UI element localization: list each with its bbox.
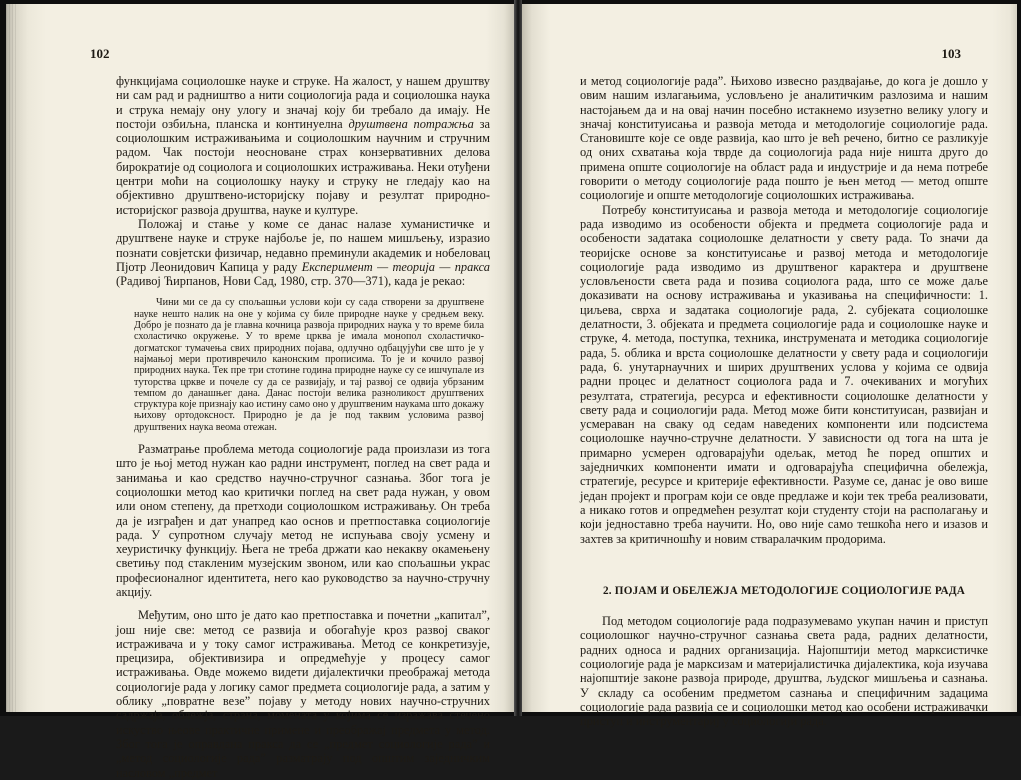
right-paragraph-2: Потребу конституисања и развоја метода и методологије социологије рада изводимо из особености објекта и предмета социологије рада и особености задатака социолошке делатности у свету рада. То значи да теоријске основе за конституисање и развој метода и методологије социологије рада изводимо из друштвеног карактера и друштвене условљености света рада и позива социолога рада, што се може даље доказивати на основу истраживања и указивања на специфичности: 1. циљева, сврха и задатака социологије рада, 2. субјеката социолошке делатности, 3. објеката и предмета социологије рада и социолошке науке и струке, 4. метода, поступка, техника, инструмената и методика социологије рада, 5. облика и врста социолошке делатности у свету рада и социологији рада, 6. унутарнаучних и ширих друштвених услова у којима се одвија радни процес и делатност социолога рада и 7. очекиваних и могућих резултата, стратегија, ресурса и ефективности социолошке делатности у свету рада и социологији рада. Метод може бити конституисан, развијан и усмераван на сваку од седам наведених компоненти или подсистема социолошке научно-стручне делатности. У зависности од тога на шта је примарно усмерен одговарајући одељак, метод ће поред општих и заједничких компоненти имати и одговарајућа специфична обележја, стратегије, ресурсе и критерије ефективности. Разуме се, данас је ово више један пројект и програм који се овде предлаже и који тек треба реализовати, а никако готов и опредмећен резултат који студенту стоји на располагању и који једноставно треба научити. Но, ово није само тешкоћа него и изазов и захтев за критичношћу и новим стваралачким продорима. — [580, 202, 988, 546]
section-heading: 2. ПОЈАМ И ОБЕЛЕЖЈА МЕТОДОЛОГИЈЕ СОЦИОЛОГИЈЕ РАДА — [603, 584, 965, 597]
page-edges — [6, 4, 16, 712]
page-number-left: 102 — [90, 46, 110, 61]
page-number-right: 103 — [941, 46, 961, 61]
right-paragraph-3: Под методом социологије рада подразумевамо укупан начин и приступ социолошког научно-стручног сазнања света рада, радних делатности, радних односа и радних организација. Најопштији метод марксистичке социологије рада је марксизам и материјалистичка дијалектика, која изучава најопштије законе развоја природе, друштва, људског мишљења и сазнања. У складу са особеним предметом сазнања и специфичним задацима социологије рада развија се и социолошки метод као особени истраживачки приступ и инструментариј у социологији рада. — [580, 614, 988, 729]
left-page-text — [116, 74, 490, 780]
block-quote: Чини ми се да су спољашњи услови који су сада створени за друштвене науке нешто налик на оне у којима су биле природне науке у средњем веку. Добро је познато да је главна кочница развоја природних наука у то време била схоластичко окружење. У то време црква је имала монопол схоластичко-догматског тумачења свих природних појава, одлучно одбацујући све што је у најмањој мери противречило канонским прописима. То је и кочило развој природних наука. Тек пре три стотине година природне науке су се ишчупале из туторства цркве и почеле су да се развијају, и тај развој се одвија убрзаним темпом до данашњег дана. Данас постоји велика разноликост друштвених структура које признају као истину само оно у друштвеним наукама што докажу њихову ортодоксност. Природно је да је под таквим условима развој друштвених наука веома отежан. — [134, 297, 484, 433]
left-page — [6, 4, 514, 780]
right-page — [522, 4, 1017, 729]
left-paragraph-3: Разматрање проблема метода социологије рада произлази из тога што је њој метод нужан као радни инструмент, поглед на свет рада и занимања и као средство научно-стручног сазнања. Због тога је социолошки метод као критички поглед на свет рада нужан, у овом или оном степену, да претходи социолошком истраживању. Он треба да је изграђен и дат унапред као основ и претпоставка социологије рада. У супротном случају метод не испуњава своју усмену и хеуристичку функцију. Њега не треба држати као некакву окамењену светињу под стакленим музејским звоном, или као спољашњи украс професионалног идентитета, него као руководство за научно-стручну акцију. — [116, 442, 490, 599]
left-paragraph-2: Положај и стање у коме се данас налазе хуманистичке и друштвене науке и струке најбоље је, по нашем мишљењу, изразио познати совјетски физичар, недавно преминули академик и нобеловац Пјотр Леонидович Капица у раду Експеримент — теорија — пракса (Радивој Ћирпанов, Нови Сад, 1980, стр. 370—371), када је рекао: — [116, 216, 490, 289]
book-gutter — [514, 0, 522, 716]
right-paragraph-1: и метод социологије рада”. Њихово извесно раздвајање, до кога је дошло у овим нашим излагањима, условљено је аналитичким разлозима и нашим настојањем да и на овај начин посебно истакнемо изузетно велику улогу и значај конституисања и развоја метода и методологије социологије рада. Становиште које се овде развија, као што је већ речено, битно се разликује од оних схватања која тврде да социологија рада није ништа друго до примена опште социологије на област рада и индустрије и да нема потребе говорити о методу социологије рада пошто је њен метод — метод опште социологије и опште методологије социолошких истраживања. — [580, 74, 988, 203]
left-paragraph-4: Међутим, оно што је дато као претпоставка и почетни „капитал”, још није све: метод се развија и обогаћује кроз развој сваког истраживача и у току самог истраживања. Метод се конкретизује, прецизира, објективизира и опредмећује у процесу самог истраживања. Овде можемо видети дијалектички преображај метода социологије рада у логику самог предмета социологије рада, а затим у облику „повратне везе” појаву у методу нових научно-стручних садржаја, облежја, страна, момената у којима се изражава стечено искуство њеове практичне примене и преображај предмета у метод. Због тога је оправдана пракса да се „предмет социологије рада” и „метод социологије рада” разматрају под општим заједничким насловом „предмет — [116, 608, 490, 780]
left-paragraph-1: функцијама социолошке науке и струке. На жалост, у нашем друштву ни сам рад и радништво а нити социологија рада и социолошка наука и струка немају ону улогу и значај коју би требало да имају. Не постоји озбиљна, планска и континуелна друштвена потражња за социолошким истраживањима и социолошким научним и стручним радом. Чак постоји неосноване страх конзервативних делова бирократије од социолога и социолошких истраживања. Неки отуђени центри моћи на социолошку науку и струку не гледају као на објективно друштвено-историјску појаву и резултат природно-историјског развоја друштва, науке и културе. — [116, 74, 490, 217]
right-page-text — [580, 74, 988, 728]
